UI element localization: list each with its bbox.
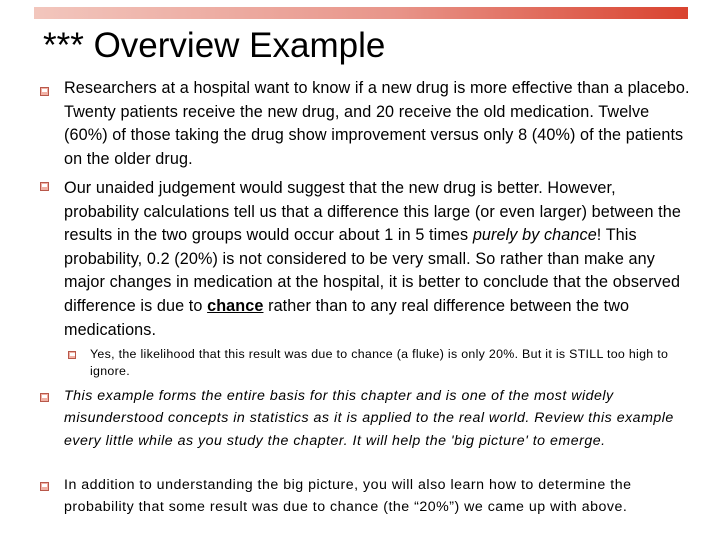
bullet-2-emphasis: chance	[207, 296, 264, 315]
bullet-paragraph-1: Researchers at a hospital want to know if a new drug is more effective than a placebo. Twenty patients receive the new drug, and 20 receive the old medication. Twelve (60%) of those taking the drug show improvement versus only 8 (40%) of the patients on the older drug.	[64, 79, 690, 168]
bullet-paragraph-3: This example forms the entire basis for this chapter and is one of the most widely misunderstood concepts in statistics as it is applied to the real world. Review this example every little while as you study the chapter. It will help the 'big picture' to emerge.	[64, 388, 674, 449]
bullet-paragraph-4: In addition to understanding the big picture, you will also learn how to determine the probability that some result was due to chance (the “20%”) we came up with above.	[64, 477, 632, 516]
title-accent-bar	[34, 7, 688, 19]
slide-title: *** Overview Example	[43, 26, 386, 65]
bullet-2-text-start: Our unaided judgement would suggest that the new drug is better. However, probability calculations tell us that a difference this large (or even larger) between the results in the two groups would occur about 1 in 5 times	[64, 179, 681, 245]
bullet-icon	[40, 87, 49, 96]
bullet-icon	[40, 393, 49, 402]
bullet-icon	[40, 482, 49, 491]
bullet-paragraph-2	[64, 177, 694, 342]
bullet-2-text-middle: ! This probability, 0.2 (20%) is not considered to be very small. So rather than make any major changes in medication at the hospital, it is better to conclude that the observed difference is due to	[64, 226, 681, 315]
sub-bullet-icon	[68, 351, 76, 359]
bullet-icon	[40, 182, 49, 191]
bullet-2-italic-phrase: purely by chance	[472, 226, 597, 245]
bullet-2-text-end: rather than to any real difference between the two medications.	[64, 296, 630, 339]
sub-bullet-text: Yes, the likelihood that this result was due to chance (a fluke) is only 20%. But it is STILL too high to ignore.	[90, 347, 669, 379]
